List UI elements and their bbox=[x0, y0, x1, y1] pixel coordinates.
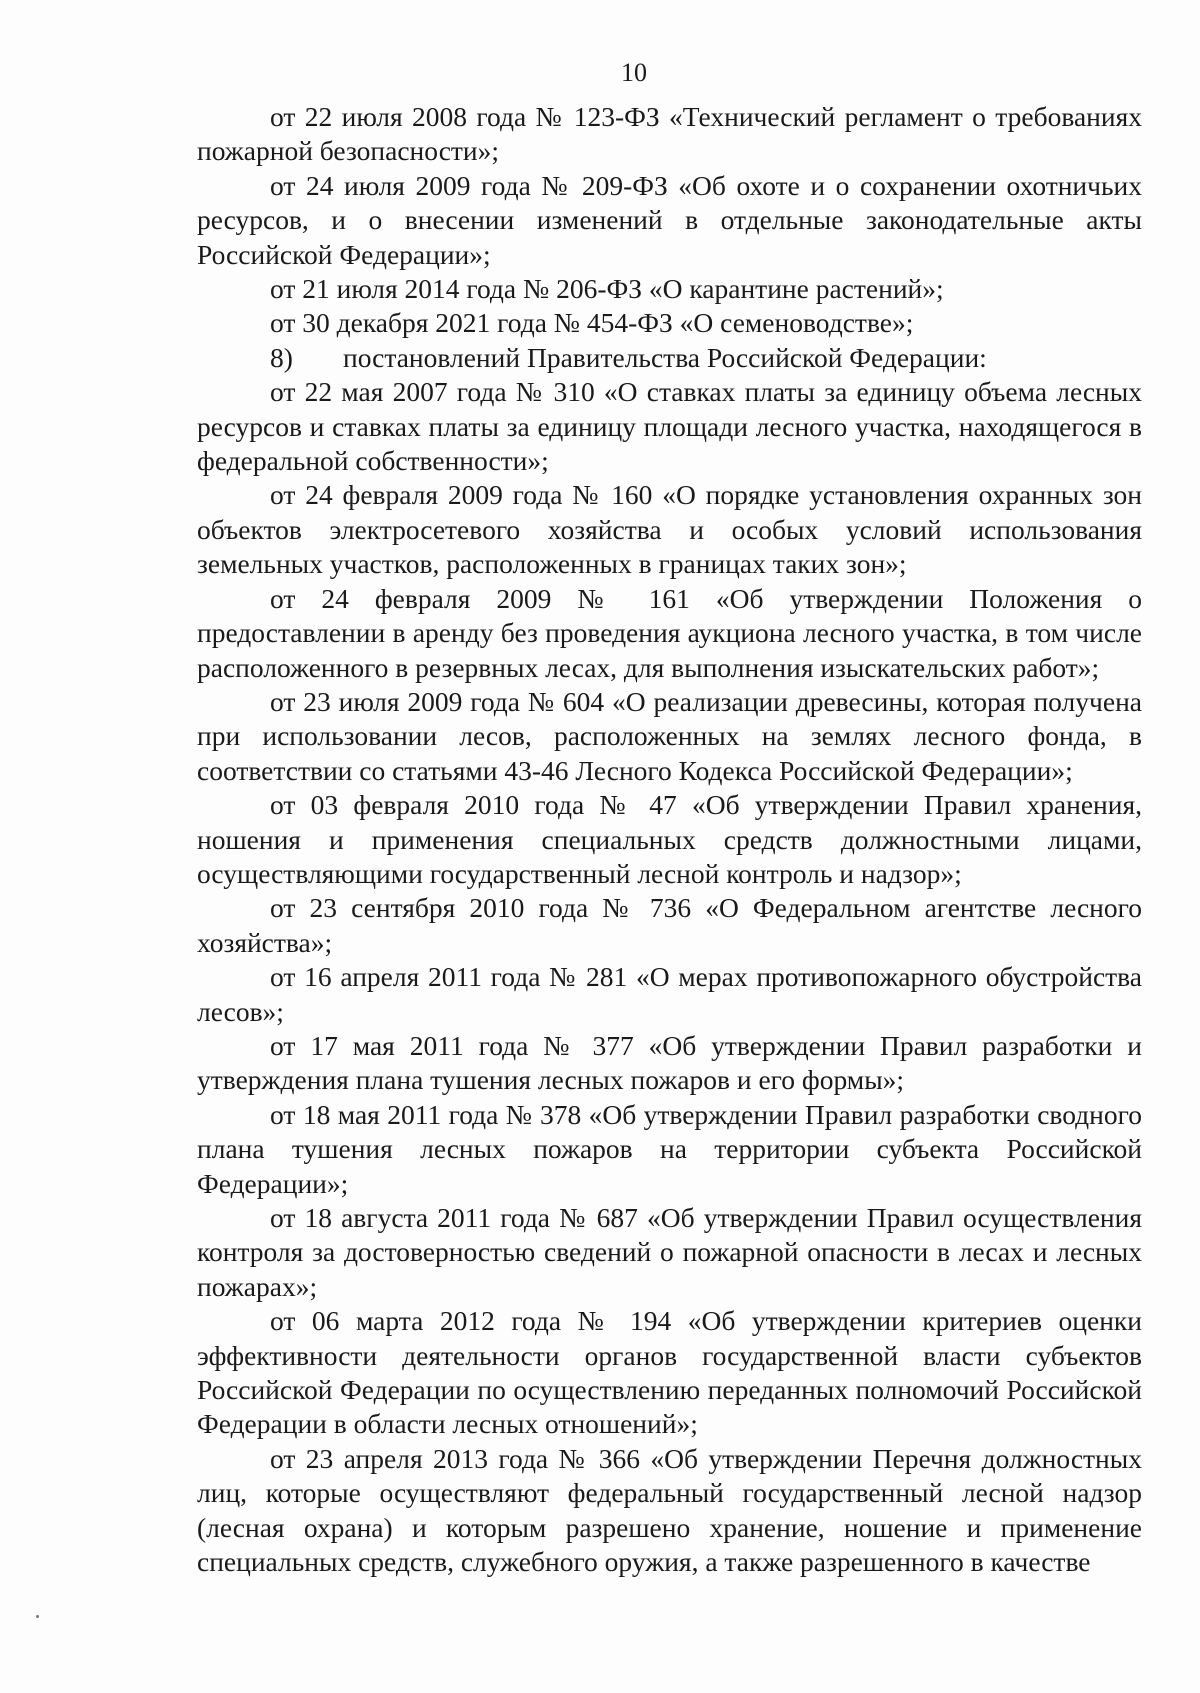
document-body bbox=[197, 100, 1142, 1579]
paragraph-fz-454: от 30 декабря 2021 года № 454-ФЗ «О семеноводстве»; bbox=[270, 307, 914, 339]
scan-speck bbox=[36, 1615, 39, 1618]
paragraph-resolution-366: от 23 апреля 2013 года № 366 «Об утверждении Перечня должностных лиц, которые осуществляют федеральный государственный лесной надзор (лесная охрана) и которым разрешено хранение, ношение и применение специальных средств, служебного оружия, а также разрешенного в качестве bbox=[197, 1442, 1142, 1578]
paragraph-resolution-687: от 18 августа 2011 года № 687 «Об утверждении Правил осуществления контроля за достоверностью сведений о пожарной опасности в лесах и лесных пожарах»; bbox=[197, 1202, 1142, 1302]
paragraph-resolution-194: от 06 марта 2012 года № 194 «Об утверждении критериев оценки эффективности деятельности органов государственной власти субъектов Российской Федерации по осуществлению переданных полномочий Российской Федерации в области лесных отношений»; bbox=[197, 1305, 1142, 1440]
paragraph-resolution-310: от 22 мая 2007 года № 310 «О ставках платы за единицу объема лесных ресурсов и ставках платы за единицу площади лесного участка, находящегося в федеральной собственности»; bbox=[197, 376, 1142, 477]
paragraph-resolution-736: от 23 сентября 2010 года № 736 «О Федеральном агентстве лесного хозяйства»; bbox=[197, 892, 1142, 958]
paragraph-resolution-378: от 18 мая 2011 года № 378 «Об утверждении Правил разработки сводного плана тушения лесных пожаров на территории субъекта Российской Федерации»; bbox=[197, 1098, 1142, 1199]
page-number: 10 bbox=[621, 58, 647, 87]
paragraph-fz-123: от 22 июля 2008 года № 123-ФЗ «Технический регламент о требованиях пожарной безопасности»; bbox=[197, 101, 1142, 167]
paragraph-resolution-604: от 23 июля 2009 года № 604 «О реализации древесины, которая получена при использовании лесов, расположенных на землях лесного фонда, в соответствии со статьями 43-46 Лесного Кодекса Российской Федерации»; bbox=[197, 685, 1142, 786]
list-item-number: 8) bbox=[270, 341, 293, 373]
paragraph-resolution-281: от 16 апреля 2011 года № 281 «О мерах противопожарного обустройства лесов»; bbox=[197, 961, 1142, 1027]
paragraph-resolution-47: от 03 февраля 2010 года № 47 «Об утверждении Правил хранения, ношения и применения специальных средств должностными лицами, осуществляющими государственный лесной контроль и надзор»; bbox=[197, 789, 1142, 889]
list-item-text: постановлений Правительства Российской Федерации: bbox=[343, 341, 987, 373]
list-item-8 bbox=[197, 341, 1142, 375]
paragraph-fz-206: от 21 июля 2014 года № 206-ФЗ «О карантине растений»; bbox=[270, 273, 944, 305]
paragraph-resolution-160: от 24 февраля 2009 года № 160 «О порядке установления охранных зон объектов электросетевого хозяйства и особых условий использования земельных участков, расположенных в границах таких зон»; bbox=[197, 479, 1142, 580]
paragraph-fz-209: от 24 июля 2009 года № 209-ФЗ «Об охоте и о сохранении охотничьих ресурсов, и о внесении изменений в отдельные законодательные акты Российской Федерации»; bbox=[197, 169, 1142, 270]
paragraph-resolution-161: от 24 февраля 2009 № 161 «Об утверждении Положения о предоставлении в аренду без проведения аукциона лесного участка, в том числе расположенного в резервных лесах, для выполнения изыскательских работ»; bbox=[197, 582, 1142, 683]
paragraph-resolution-377: от 17 мая 2011 года № 377 «Об утверждении Правил разработки и утверждения плана тушения лесных пожаров и его формы»; bbox=[197, 1029, 1142, 1096]
